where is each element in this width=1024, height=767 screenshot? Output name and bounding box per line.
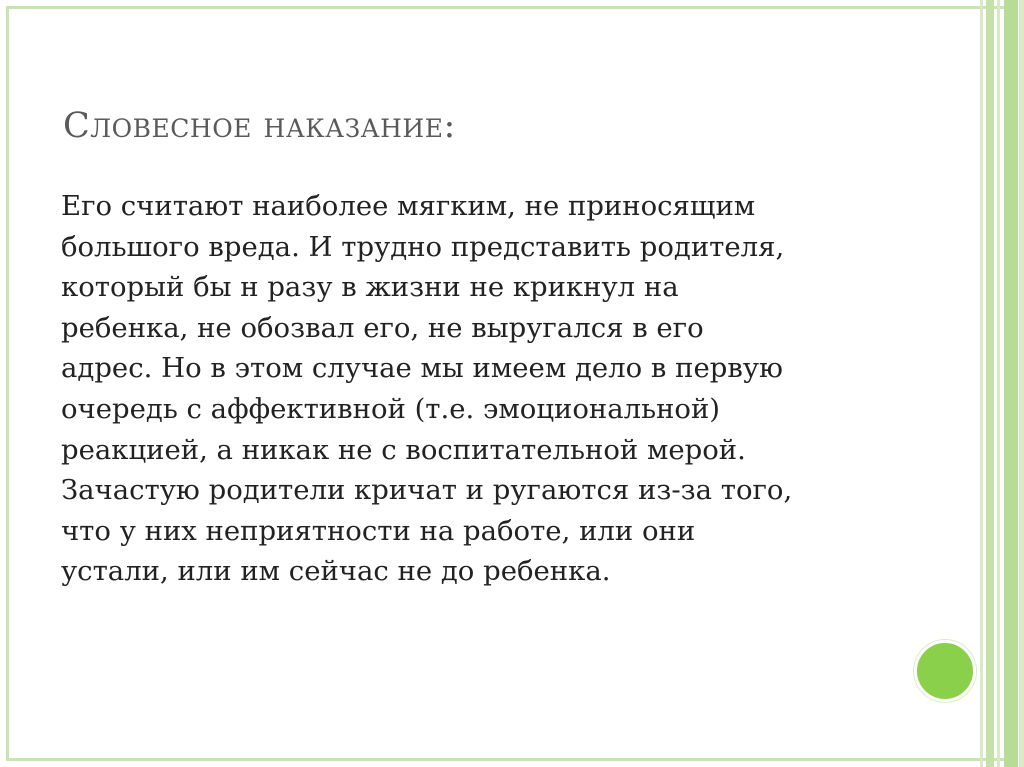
- slide-title: Словесное наказание:: [63, 106, 456, 146]
- decorative-stripe: [986, 0, 994, 767]
- body-line: Его считают наиболее мягким, не приносящим: [61, 190, 756, 222]
- decorative-green-dot: [914, 640, 976, 702]
- decorative-stripe: [1004, 0, 1018, 767]
- decorative-stripe: [980, 0, 983, 767]
- decorative-stripe: [997, 0, 1000, 767]
- decorative-stripe: [1019, 0, 1024, 767]
- body-line: адрес. Но в этом случае мы имеем дело в первую: [61, 352, 783, 385]
- body-line: что у них неприятности на работе, или они: [61, 514, 696, 547]
- body-line: ребенка, не обозвал его, не выругался в его: [61, 311, 704, 344]
- slide-body: [61, 186, 911, 592]
- body-line: реакцией, а никак не с воспитательной мерой.: [61, 433, 746, 466]
- body-line: устали, или им сейчас не до ребенка.: [61, 555, 611, 588]
- body-line: Зачастую родители кричат и ругаются из-за того,: [61, 474, 793, 507]
- body-line: большого вреда. И трудно представить родителя,: [61, 230, 785, 263]
- body-line: который бы н разу в жизни не крикнул на: [61, 271, 679, 304]
- body-line: очередь с аффективной (т.е. эмоциональной): [61, 392, 721, 425]
